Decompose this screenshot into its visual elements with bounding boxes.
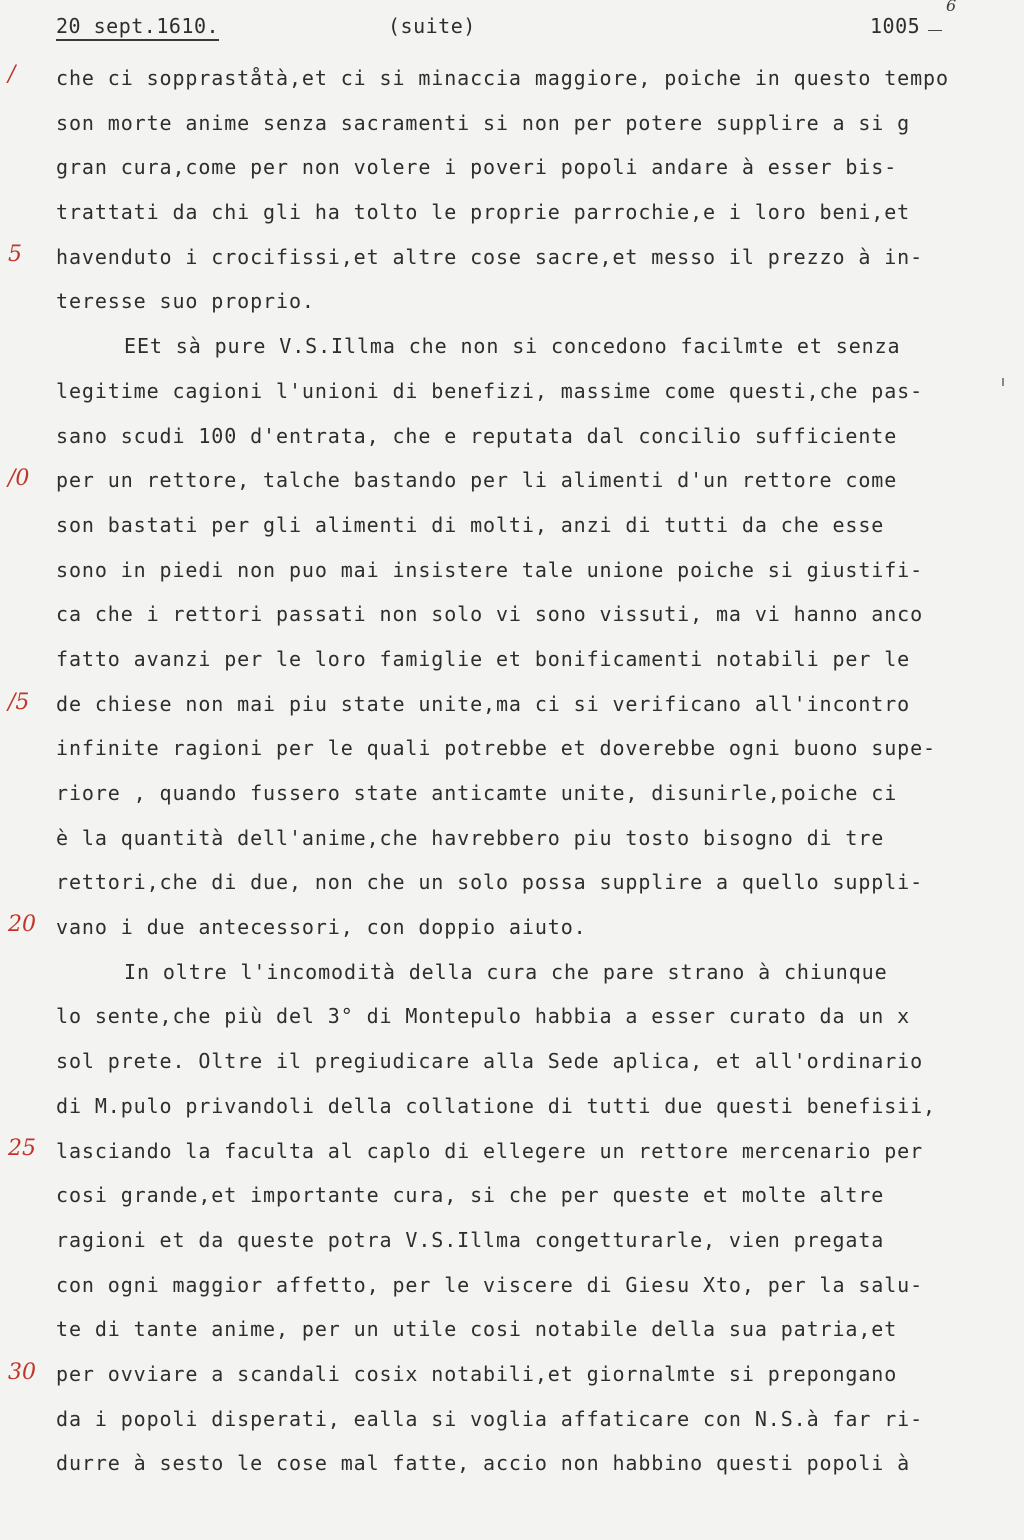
text-line: son bastati per gli alimenti di molti, anzi di tutti da che esse [56,512,885,537]
text-line: te di tante anime, per un utile cosi notabile della sua patria,et [56,1317,898,1342]
margin-number-1: / [8,62,16,87]
margin-number-25: 25 [8,1136,36,1161]
margin-number-30: 30 [8,1360,36,1385]
text-line: con ogni maggior affetto, per le viscere di Giesu Xto, per la salu- [56,1272,924,1297]
header-folio-mark: 6 [946,0,957,15]
margin-number-20: 20 [8,912,36,937]
text-line: lasciando la faculta al caplo di ellegere un rettore mercenario per [56,1138,924,1163]
header-date: 20 sept.1610. [56,14,219,41]
text-line: per un rettore, talche bastando per li alimenti d'un rettore come [56,468,898,493]
typed-text-body [56,62,1001,1492]
text-line: trattati da chi gli ha tolto le proprie parrochie,e i loro beni,et [56,200,911,225]
text-line: per ovviare a scandali cosix notabili,et giornalmte si prepongano [56,1361,898,1386]
text-line: legitime cagioni l'unioni di benefizi, massime come questi,che pas- [56,378,924,403]
text-line: di M.pulo privandoli della collatione di tutti due questi benefisii, [56,1093,936,1118]
text-line: fatto avanzi per le loro famiglie et bonificamenti notabili per le [56,646,911,671]
text-line: sol prete. Oltre il pregiudicare alla Sede aplica, et all'ordinario [56,1049,924,1074]
text-line: durre à sesto le cose mal fatte, accio non habbino questi popoli à [56,1451,911,1476]
text-line: da i popoli disperati, ealla si voglia affaticare con N.S.à far ri- [56,1406,924,1431]
margin-number-10: /0 [8,466,30,491]
text-line: infinite ragioni per le quali potrebbe et doverebbe ogni buono supe- [56,736,936,761]
margin-number-15: /5 [8,690,30,715]
text-line: de chiese non mai piu state unite,ma ci si verificano all'incontro [56,691,911,716]
header-folio-number: 1005 [870,14,921,38]
text-line: sono in piedi non puo mai insistere tale unione poiche si giustifi- [56,557,924,582]
text-line: havenduto i crocifissi,et altre cose sacre,et messo il prezzo à in- [56,244,924,269]
text-line: che ci soppraståtà,et ci si minaccia maggiore, poiche in questo tempo [56,66,949,90]
text-line: vano i due antecessori, con doppio aiuto. [56,915,587,940]
margin-number-5: 5 [8,242,22,267]
text-line: sano scudi 100 d'entrata, che e reputata dal concilio sufficiente [56,423,898,448]
text-line: riore , quando fussero state anticamte unite, disunirle,poiche ci [56,781,898,805]
margin-tick [1002,378,1004,386]
text-line: In oltre l'incomodità della cura che pare strano à chiunque [124,959,888,984]
text-line: cosi grande,et importante cura, si che per queste et molte altre [56,1183,885,1208]
text-line: teresse suo proprio. [56,289,315,314]
text-line: gran cura,come per non volere i poveri popoli andare à esser bis- [56,155,898,180]
text-line: EEt sà pure V.S.Illma che non si concedono facilmte et senza [124,334,901,359]
folio-dash [928,30,942,31]
text-line: ragioni et da queste potra V.S.Illma congetturarle, vien pregata [56,1227,885,1252]
text-line: son morte anime senza sacramenti si non per potere supplire a si g [56,110,911,135]
header-suite: (suite) [388,14,476,38]
text-line: ca che i rettori passati non solo vi sono vissuti, ma vi hanno anco [56,602,924,627]
text-line: rettori,che di due, non che un solo possa supplire a quello suppli- [56,870,924,895]
text-line: è la quantità dell'anime,che havrebbero piu tosto bisogno di tre [56,825,885,850]
text-line: lo sente,che più del 3° di Montepulo habbia a esser curato da un x [56,1004,911,1029]
